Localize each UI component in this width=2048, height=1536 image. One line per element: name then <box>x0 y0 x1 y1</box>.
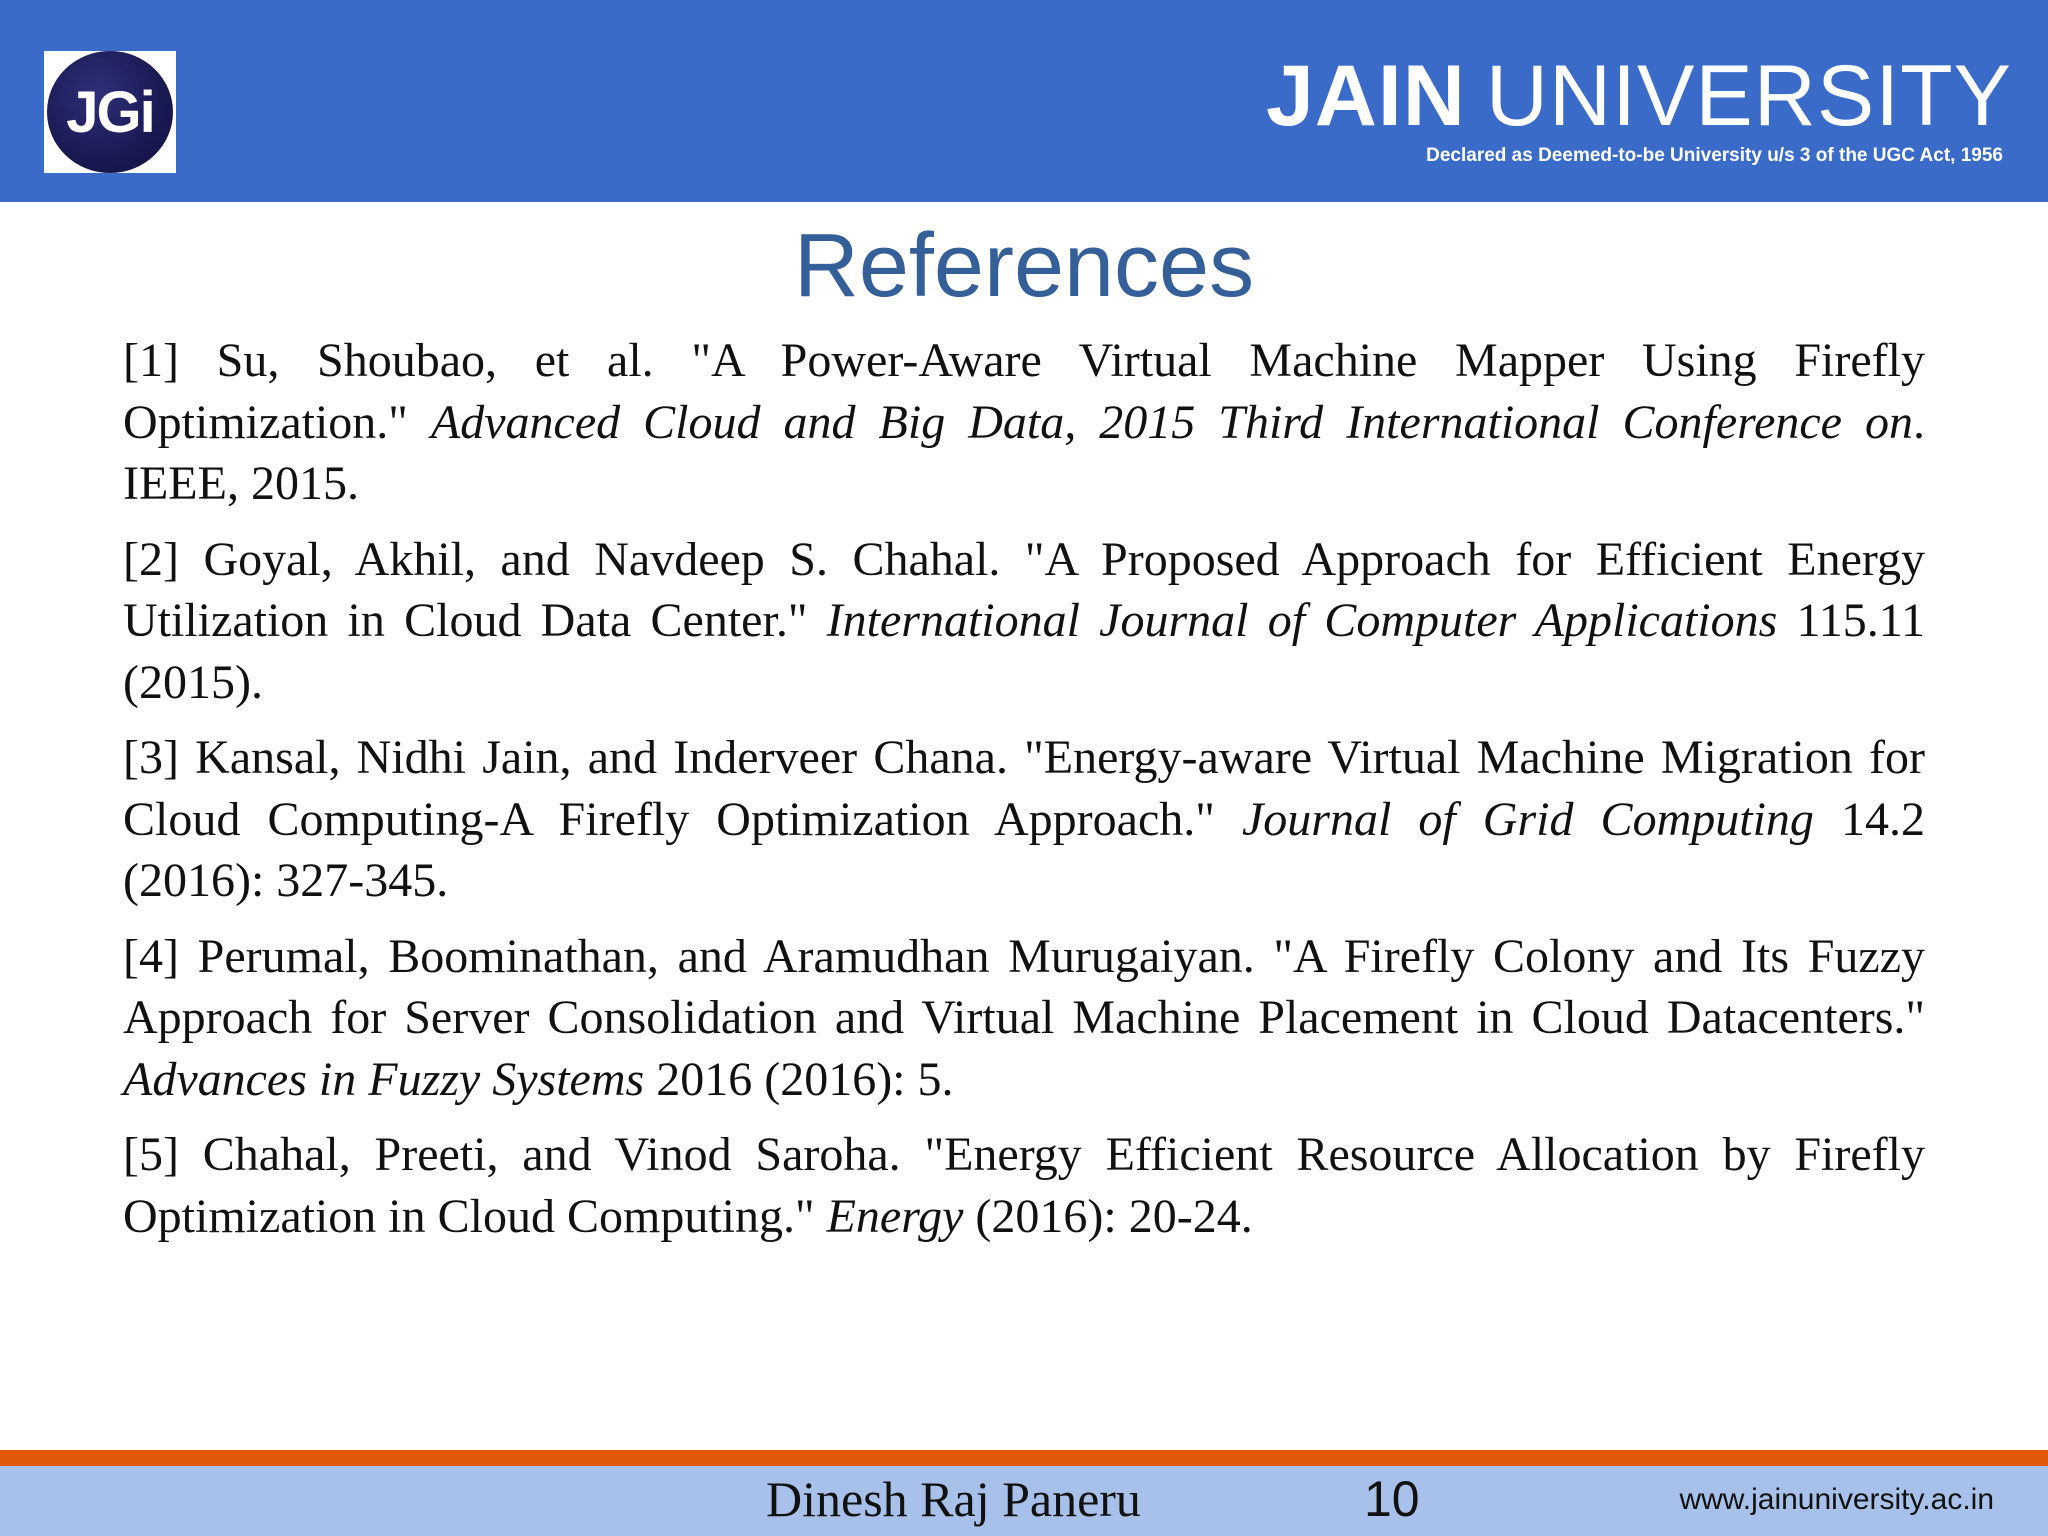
reference-item <box>123 727 1925 912</box>
reference-venue: Advanced Cloud and Big Data, 2015 Third International Conference on <box>430 395 1913 449</box>
footer-bar <box>0 1466 2048 1536</box>
reference-text: [1] Su, Shoubao, et al. "A Power-Aware Virtual Machine Mapper Using Firefly Optimization." <box>123 334 1925 449</box>
jgi-logo-text: JGi <box>66 79 154 145</box>
reference-text: [3] Kansal, Nidhi Jain, and Inderveer Chana. "Energy-aware Virtual Machine Migration for Cloud Computing-A Firefly Optimization Approach." <box>123 731 1925 846</box>
university-brand <box>1266 48 2012 167</box>
header-bar <box>0 0 2048 202</box>
reference-text: [4] Perumal, Boominathan, and Aramudhan Murugaiyan. "A Firefly Colony and Its Fuzzy Approach for Server Consolidation and Virtual Machine Placement in Cloud Datacenters." <box>123 929 1925 1044</box>
jgi-logo <box>44 51 176 173</box>
reference-details: (2016): 20-24. <box>963 1189 1253 1243</box>
footer-accent-stripe <box>0 1450 2048 1466</box>
page-number: 10 <box>1364 1471 1420 1527</box>
reference-details: 14.2 (2016): 327-345. <box>123 792 1925 907</box>
reference-details: 115.11 (2015). <box>123 594 1925 709</box>
footer-website-url: www.jainuniversity.ac.in <box>1679 1483 1994 1516</box>
university-name-rest: UNIVERSITY <box>1485 48 2012 144</box>
reference-item <box>123 1124 1925 1247</box>
reference-item <box>123 926 1925 1111</box>
reference-item <box>123 529 1925 714</box>
reference-venue: Advances in Fuzzy Systems <box>123 1052 645 1106</box>
university-name <box>1266 48 2012 144</box>
reference-text: [2] Goyal, Akhil, and Navdeep S. Chahal. "A Proposed Approach for Efficient Energy Utilization in Cloud Data Center." <box>123 532 1925 647</box>
reference-venue: Journal of Grid Computing <box>1241 792 1814 846</box>
university-name-bold: JAIN <box>1265 48 1466 144</box>
reference-venue: Energy <box>826 1189 964 1243</box>
footer-author: Dinesh Raj Paneru <box>766 1471 1141 1527</box>
reference-list <box>123 330 1925 1261</box>
reference-details: . IEEE, 2015. <box>123 395 1925 510</box>
slide-title: References <box>793 216 1255 316</box>
reference-text: [5] Chahal, Preeti, and Vinod Saroha. "Energy Efficient Resource Allocation by Firefly Optimization in Cloud Computing." <box>123 1128 1925 1243</box>
jgi-logo-emblem <box>47 51 173 173</box>
reference-venue: International Journal of Computer Applications <box>826 594 1778 647</box>
reference-item <box>123 330 1925 515</box>
university-tagline: Declared as Deemed-to-be University u/s 3 of the UGC Act, 1956 <box>1426 145 2003 166</box>
reference-details: 2016 (2016): 5. <box>644 1052 954 1106</box>
